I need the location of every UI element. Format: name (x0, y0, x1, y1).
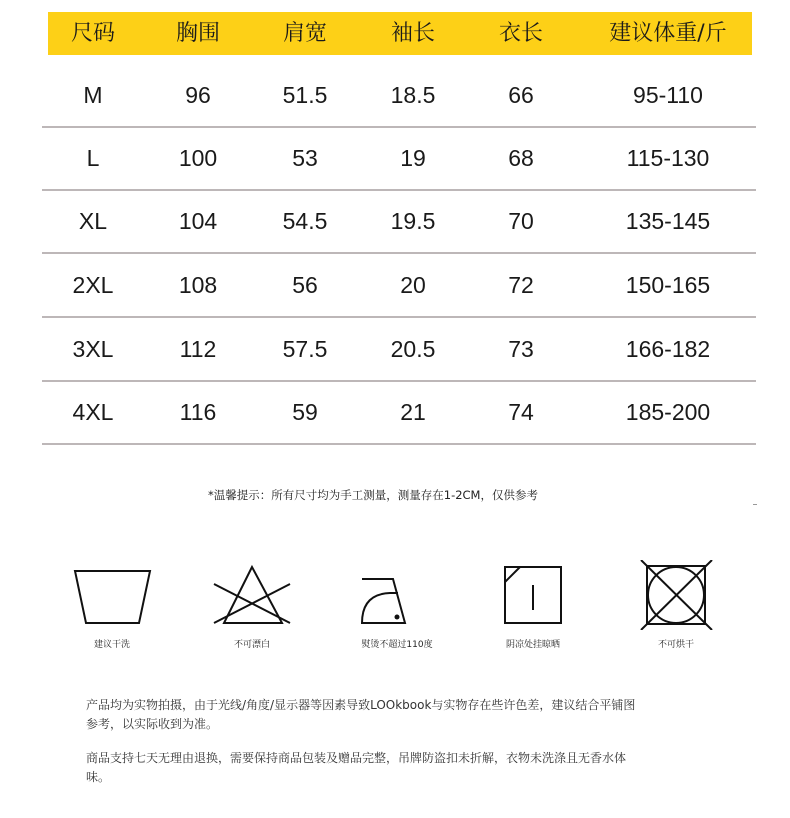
cell-sleeve: 19.5 (390, 208, 436, 234)
cell-length: 72 (508, 272, 534, 298)
cell-chest: 108 (178, 272, 218, 298)
cell-length: 66 (508, 82, 534, 108)
drip-dry-shade-icon (478, 560, 588, 630)
cell-sleeve: 18.5 (390, 82, 436, 108)
care-item-drip-dry (478, 560, 588, 655)
decorative-dash (753, 504, 757, 505)
cell-size: 2XL (72, 272, 114, 298)
table-row (42, 255, 756, 318)
care-label: 阴凉处挂晾晒 (505, 640, 560, 650)
measurement-tip: *温馨提示：所有尺寸均为手工测量，测量存在1-2CM，仅供参考 (208, 488, 538, 502)
column-header-sleeve: 袖长 (390, 21, 436, 46)
cell-size: M (83, 82, 103, 108)
care-label: 不可烘干 (657, 640, 694, 650)
row-divider (42, 443, 756, 445)
cell-sleeve: 19 (400, 145, 426, 171)
cell-weight: 135-145 (625, 208, 711, 234)
cell-sleeve: 21 (400, 399, 426, 425)
cell-weight: 166-182 (625, 336, 711, 362)
column-header-shoulder: 肩宽 (282, 21, 328, 46)
cell-chest: 116 (179, 399, 217, 425)
row-divider (42, 252, 756, 254)
cell-size: L (86, 145, 100, 171)
cell-size: 4XL (72, 399, 114, 425)
cell-sleeve: 20 (400, 272, 426, 298)
care-item-no-bleach (197, 560, 307, 655)
cell-size: 3XL (72, 336, 114, 362)
column-header-length: 衣长 (498, 21, 544, 46)
size-table-header (48, 12, 752, 55)
cell-shoulder: 54.5 (282, 208, 328, 234)
cell-shoulder: 59 (292, 399, 318, 425)
cell-size: XL (78, 208, 108, 234)
cell-sleeve: 20.5 (390, 336, 436, 362)
table-row (42, 191, 756, 254)
care-item-dry-clean (57, 560, 167, 655)
cell-length: 74 (508, 399, 534, 425)
cell-shoulder: 56 (292, 272, 318, 298)
cell-length: 68 (508, 145, 534, 171)
dry-clean-icon (57, 560, 167, 630)
row-divider (42, 316, 756, 318)
return-policy: 商品支持七天无理由退换，需要保持商品包装及赠品完整，吊牌防盗扣未折解，衣物未洗涤且无香水体味。 (86, 751, 627, 784)
cell-shoulder: 57.5 (282, 336, 328, 362)
care-label: 熨烫不超过110度 (361, 640, 433, 650)
care-item-iron (342, 560, 452, 655)
cell-shoulder: 51.5 (282, 82, 328, 108)
table-row (42, 319, 756, 382)
cell-weight: 95-110 (633, 82, 703, 108)
iron-low-icon (342, 560, 452, 630)
table-row (42, 128, 756, 191)
cell-weight: 185-200 (625, 399, 711, 425)
care-label: 建议干洗 (93, 640, 130, 650)
care-item-no-tumble-dry (621, 560, 731, 655)
cell-chest: 112 (179, 336, 217, 362)
cell-chest: 100 (178, 145, 218, 171)
cell-chest: 104 (178, 208, 218, 234)
cell-length: 73 (508, 336, 534, 362)
care-label: 不可漂白 (233, 640, 270, 650)
cell-weight: 115-130 (626, 145, 710, 171)
column-header-chest: 胸围 (175, 21, 221, 46)
cell-length: 70 (508, 208, 534, 234)
cell-weight: 150-165 (625, 272, 711, 298)
table-row (42, 65, 756, 128)
cell-shoulder: 53 (292, 145, 318, 171)
column-header-size: 尺码 (70, 21, 116, 46)
color-disclaimer: 产品均为实物拍摄，由于光线/角度/显示器等因素导致LOOkbook与实物存在些许色差，建议结合平铺图参考，以实际收到为准。 (86, 698, 636, 731)
no-bleach-icon (197, 560, 307, 630)
no-tumble-dry-icon (621, 560, 731, 630)
table-row (42, 382, 756, 445)
cell-chest: 96 (185, 82, 211, 108)
column-header-weight: 建议体重/斤 (609, 21, 727, 46)
